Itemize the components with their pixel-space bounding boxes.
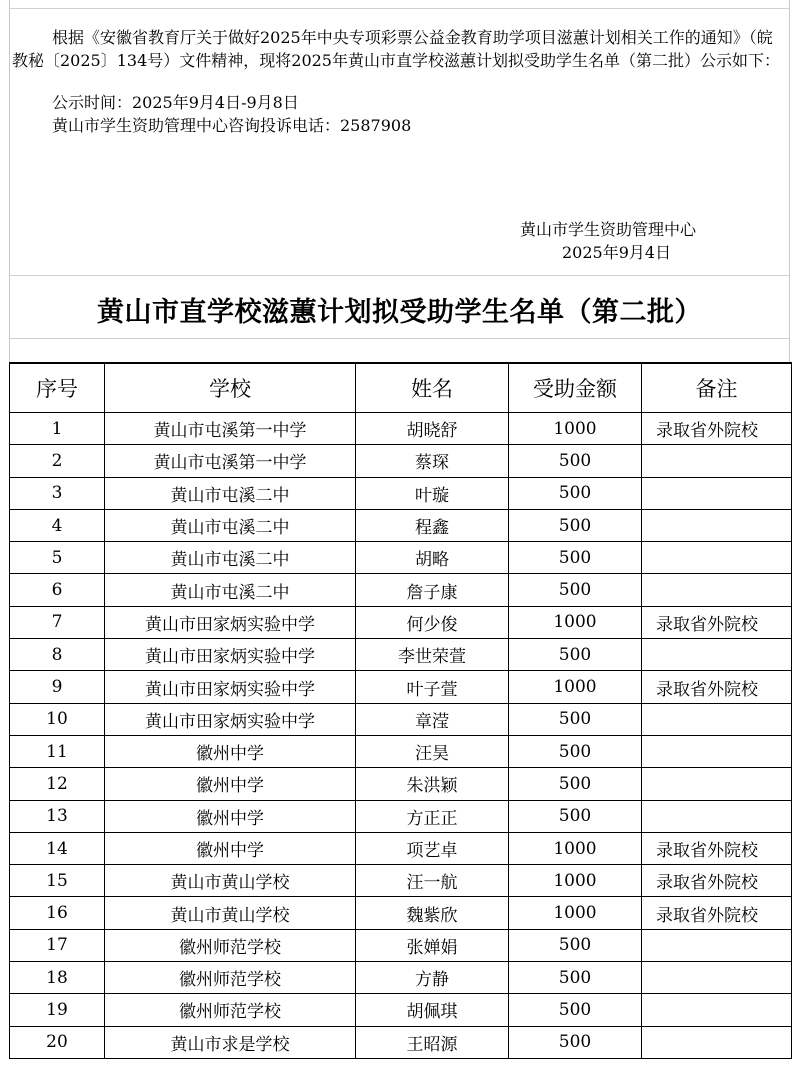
cell-no: 1: [10, 413, 105, 445]
cell-note: [642, 735, 792, 767]
cell-school: 徽州师范学校: [105, 994, 356, 1026]
cell-school: 黄山市屯溪二中: [105, 477, 356, 509]
table-header-row: [10, 363, 792, 413]
signer-org: 黄山市学生资助管理中心: [520, 220, 697, 239]
cell-amount: 500: [509, 639, 642, 671]
cell-amount: 1000: [509, 413, 642, 445]
cell-no: 6: [10, 574, 105, 606]
cell-name: 魏紫欣: [356, 897, 509, 929]
cell-amount: 500: [509, 542, 642, 574]
cell-no: 15: [10, 865, 105, 897]
notice-paragraph: 根据《安徽省教育厅关于做好2025年中央专项彩票公益金教育助学项目滋蕙计划相关工作的通知》（皖教秘〔2025〕134号）文件精神，现将2025年黄山市直学校滋蕙计划拟受助学生名单（第二批）公示如下：: [12, 28, 780, 70]
cell-amount: 1000: [509, 606, 642, 638]
table-row: [10, 897, 792, 929]
table-row: [10, 1026, 792, 1058]
signer-date: 2025年9月4日: [562, 243, 672, 262]
cell-amount: 500: [509, 929, 642, 961]
grid-line: [9, 8, 790, 9]
cell-note: [642, 994, 792, 1026]
cell-no: 5: [10, 542, 105, 574]
cell-name: 章滢: [356, 703, 509, 735]
cell-name: 朱洪颖: [356, 768, 509, 800]
cell-school: 黄山市屯溪二中: [105, 509, 356, 541]
header-name: 姓名: [356, 363, 509, 413]
table-row: [10, 735, 792, 767]
cell-name: 胡佩琪: [356, 994, 509, 1026]
cell-note: [642, 962, 792, 994]
cell-name: 詹子康: [356, 574, 509, 606]
cell-school: 徽州中学: [105, 800, 356, 832]
table-row: [10, 832, 792, 864]
cell-school: 黄山市屯溪二中: [105, 542, 356, 574]
cell-no: 3: [10, 477, 105, 509]
cell-no: 10: [10, 703, 105, 735]
table-row: [10, 574, 792, 606]
cell-no: 12: [10, 768, 105, 800]
cell-note: 录取省外院校: [642, 832, 792, 864]
table-row: [10, 477, 792, 509]
cell-school: 黄山市田家炳实验中学: [105, 671, 356, 703]
cell-note: [642, 1026, 792, 1058]
cell-no: 13: [10, 800, 105, 832]
cell-no: 9: [10, 671, 105, 703]
cell-school: 黄山市屯溪二中: [105, 574, 356, 606]
cell-amount: 1000: [509, 865, 642, 897]
cell-name: 张婵娟: [356, 929, 509, 961]
table-row: [10, 994, 792, 1026]
cell-amount: 500: [509, 574, 642, 606]
cell-name: 叶子萱: [356, 671, 509, 703]
cell-note: [642, 477, 792, 509]
grid-line: [9, 338, 790, 339]
cell-note: [642, 703, 792, 735]
table-row: [10, 703, 792, 735]
cell-no: 8: [10, 639, 105, 671]
cell-note: [642, 542, 792, 574]
cell-name: 方静: [356, 962, 509, 994]
student-list-table: [9, 362, 792, 1059]
cell-note: [642, 800, 792, 832]
cell-no: 7: [10, 606, 105, 638]
cell-no: 17: [10, 929, 105, 961]
cell-note: 录取省外院校: [642, 671, 792, 703]
cell-school: 黄山市黄山学校: [105, 897, 356, 929]
cell-name: 蔡琛: [356, 445, 509, 477]
cell-name: 程鑫: [356, 509, 509, 541]
cell-school: 黄山市黄山学校: [105, 865, 356, 897]
cell-amount: 500: [509, 800, 642, 832]
cell-amount: 500: [509, 962, 642, 994]
cell-no: 14: [10, 832, 105, 864]
header-no: 序号: [10, 363, 105, 413]
cell-name: 何少俊: [356, 606, 509, 638]
cell-school: 黄山市田家炳实验中学: [105, 703, 356, 735]
cell-amount: 500: [509, 1026, 642, 1058]
publicity-time: 公示时间：2025年9月4日-9月8日: [52, 93, 299, 112]
cell-note: [642, 768, 792, 800]
cell-no: 18: [10, 962, 105, 994]
cell-name: 汪昊: [356, 735, 509, 767]
grid-line: [9, 275, 790, 276]
cell-name: 胡晓舒: [356, 413, 509, 445]
cell-amount: 500: [509, 994, 642, 1026]
cell-name: 方正正: [356, 800, 509, 832]
cell-school: 徽州中学: [105, 735, 356, 767]
cell-school: 黄山市田家炳实验中学: [105, 639, 356, 671]
table-row: [10, 768, 792, 800]
notice-block: [12, 26, 782, 137]
cell-note: 录取省外院校: [642, 897, 792, 929]
table-row: [10, 865, 792, 897]
cell-note: 录取省外院校: [642, 606, 792, 638]
table-row: [10, 606, 792, 638]
table-row: [10, 800, 792, 832]
cell-no: 11: [10, 735, 105, 767]
cell-note: [642, 445, 792, 477]
table-row: [10, 542, 792, 574]
table-row: [10, 509, 792, 541]
hotline: 黄山市学生资助管理中心咨询投诉电话：2587908: [52, 116, 412, 135]
cell-school: 徽州师范学校: [105, 929, 356, 961]
cell-note: [642, 639, 792, 671]
cell-amount: 500: [509, 509, 642, 541]
cell-name: 叶璇: [356, 477, 509, 509]
cell-note: [642, 509, 792, 541]
cell-note: [642, 929, 792, 961]
table-row: [10, 962, 792, 994]
cell-note: 录取省外院校: [642, 865, 792, 897]
cell-school: 黄山市求是学校: [105, 1026, 356, 1058]
cell-note: 录取省外院校: [642, 413, 792, 445]
cell-school: 徽州中学: [105, 832, 356, 864]
page-title: 黄山市直学校滋蕙计划拟受助学生名单（第二批）: [97, 297, 702, 328]
signer-block: [520, 218, 750, 264]
cell-no: 2: [10, 445, 105, 477]
header-amount: 受助金额: [509, 363, 642, 413]
header-note: 备注: [642, 363, 792, 413]
publicity-info: [12, 91, 782, 137]
cell-amount: 500: [509, 768, 642, 800]
table-row: [10, 929, 792, 961]
cell-name: 李世荣萱: [356, 639, 509, 671]
table-row: [10, 445, 792, 477]
cell-amount: 1000: [509, 897, 642, 929]
cell-name: 王昭源: [356, 1026, 509, 1058]
table-row: [10, 671, 792, 703]
table-row: [10, 639, 792, 671]
header-school: 学校: [105, 363, 356, 413]
cell-no: 19: [10, 994, 105, 1026]
cell-school: 黄山市田家炳实验中学: [105, 606, 356, 638]
cell-school: 徽州师范学校: [105, 962, 356, 994]
cell-no: 4: [10, 509, 105, 541]
table-row: [10, 413, 792, 445]
cell-name: 胡略: [356, 542, 509, 574]
cell-name: 汪一航: [356, 865, 509, 897]
cell-school: 徽州中学: [105, 768, 356, 800]
cell-amount: 500: [509, 477, 642, 509]
cell-no: 20: [10, 1026, 105, 1058]
cell-no: 16: [10, 897, 105, 929]
cell-amount: 500: [509, 703, 642, 735]
cell-name: 项艺卓: [356, 832, 509, 864]
cell-amount: 500: [509, 445, 642, 477]
cell-school: 黄山市屯溪第一中学: [105, 413, 356, 445]
cell-amount: 500: [509, 735, 642, 767]
cell-school: 黄山市屯溪第一中学: [105, 445, 356, 477]
cell-note: [642, 574, 792, 606]
cell-amount: 1000: [509, 832, 642, 864]
cell-amount: 1000: [509, 671, 642, 703]
